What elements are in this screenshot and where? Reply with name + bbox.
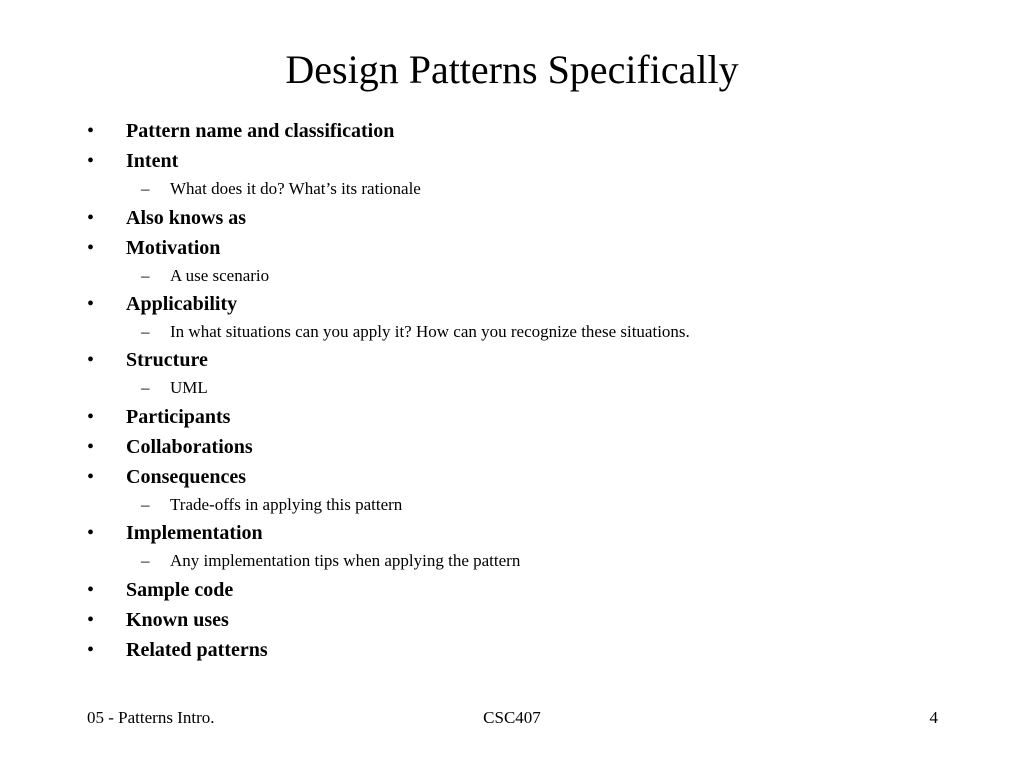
dash-icon: – <box>141 322 150 341</box>
dash-icon: – <box>141 495 150 514</box>
bullet-icon: • <box>87 150 95 172</box>
sub-list-item-text: A use scenario <box>170 266 270 285</box>
list-item-text: Participants <box>126 406 231 428</box>
bullet-icon: • <box>87 120 95 142</box>
bullet-icon: • <box>87 207 95 229</box>
list-item-text: Consequences <box>126 466 247 488</box>
sub-list-item-text: In what situations can you apply it? How can you recognize these situations. <box>170 322 690 341</box>
bullet-icon: • <box>87 579 95 601</box>
dash-icon: – <box>141 378 150 397</box>
dash-icon: – <box>141 266 150 285</box>
list-item-text: Implementation <box>126 522 263 544</box>
sub-list-item-text: UML <box>170 378 208 397</box>
list-item-text: Applicability <box>126 293 238 315</box>
list-item-text: Collaborations <box>126 436 253 458</box>
bullet-icon: • <box>87 406 95 428</box>
list-item-text: Pattern name and classification <box>126 120 395 142</box>
list-item-text: Also knows as <box>126 207 247 229</box>
list-item-text: Sample code <box>126 579 234 601</box>
dash-icon: – <box>141 179 150 198</box>
list-item-text: Structure <box>126 349 208 371</box>
bullet-icon: • <box>87 436 95 458</box>
list-item-text: Related patterns <box>126 639 268 661</box>
slide-title: Design Patterns Specifically <box>285 47 739 92</box>
bullet-icon: • <box>87 293 95 315</box>
sub-list-item-text: What does it do? What’s its rationale <box>170 179 421 198</box>
list-item-text: Known uses <box>126 609 229 631</box>
bullet-icon: • <box>87 609 95 631</box>
bullet-icon: • <box>87 522 95 544</box>
bullet-icon: • <box>87 639 95 661</box>
list-item-text: Intent <box>126 150 179 172</box>
footer-lecture-title: 05 - Patterns Intro. <box>87 708 215 727</box>
dash-icon: – <box>141 551 150 570</box>
bullet-icon: • <box>87 349 95 371</box>
bullet-icon: • <box>87 237 95 259</box>
bullet-icon: • <box>87 466 95 488</box>
list-item-text: Motivation <box>126 237 221 259</box>
footer-course-code: CSC407 <box>483 708 541 727</box>
footer-page-number: 4 <box>929 708 938 727</box>
sub-list-item-text: Trade-offs in applying this pattern <box>170 495 403 514</box>
sub-list-item-text: Any implementation tips when applying the pattern <box>170 551 521 570</box>
